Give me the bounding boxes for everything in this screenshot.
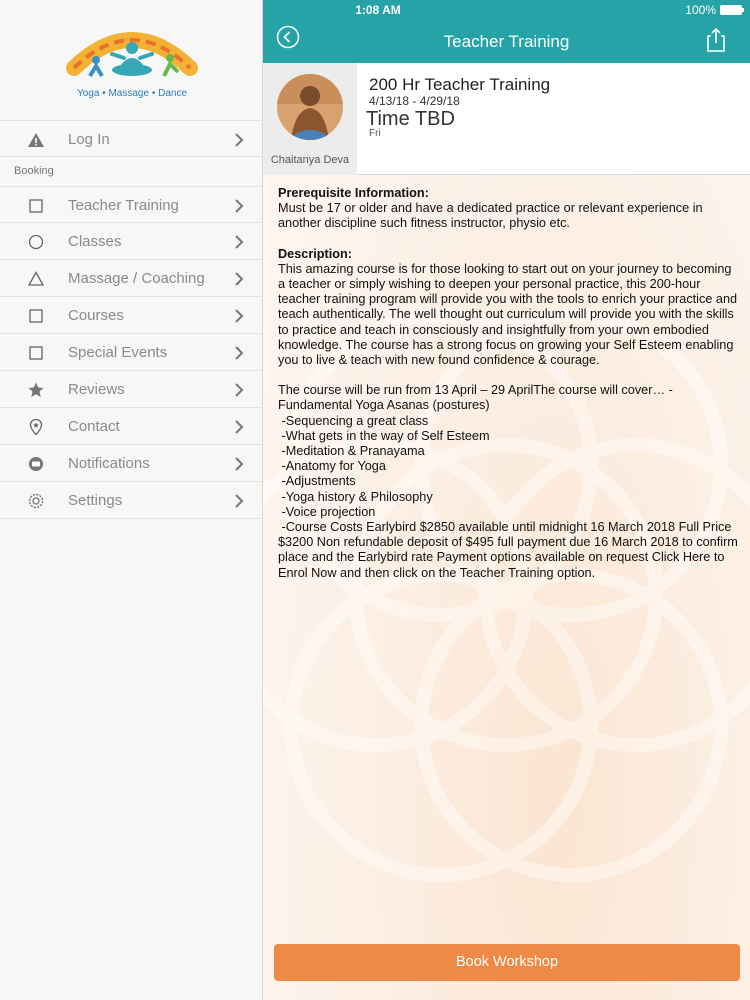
gear-icon (27, 492, 45, 510)
battery-percent: 100% (685, 3, 716, 17)
list-item: -Yoga history & Philosophy (278, 489, 433, 504)
location-pin-icon (27, 418, 45, 436)
event-description (278, 186, 742, 581)
description-heading: Description: (278, 246, 353, 261)
chevron-right-icon (234, 235, 244, 249)
main-panel (263, 0, 750, 1000)
star-icon (27, 381, 45, 399)
chevron-right-icon (234, 457, 244, 471)
sidebar-item-label: Classes (68, 233, 122, 250)
chevron-right-icon (234, 420, 244, 434)
sidebar (0, 0, 263, 1000)
circle-icon (27, 233, 45, 251)
event-time: Time TBD (366, 108, 455, 130)
top-bar (263, 0, 750, 63)
status-battery (685, 3, 742, 17)
list-item: -Voice projection (278, 504, 376, 519)
sidebar-item-label: Notifications (68, 455, 150, 472)
course-cost-text: -Course Costs Earlybird $2850 available until midnight 16 March 2018 Full Price $3200 Non refundable deposit of $495 full payment due 16 March 2018 to confirm place and the Earlybird rate Payment options available on request Click Here to Enrol Now and then click on the Teacher Training option. (278, 520, 742, 580)
sidebar-item-reviews[interactable] (0, 371, 262, 408)
studio-logo (62, 20, 202, 106)
chevron-right-icon (234, 309, 244, 323)
section-label-booking: Booking (14, 165, 54, 177)
prerequisite-text: Must be 17 or older and have a dedicated practice or relevant experience in another discipline such fitness instructor, physio etc. (278, 201, 703, 231)
description-text: This amazing course is for those looking to start out on your journey to becoming a teacher or simply wishing to deepen your personal practice, this 200-hour teacher training program will provide you with the tools to enrich your practice and teach authentically. The well thought out curriculum will provide you with the skills to practice and teach in consciously and insightfully from your own embodied knowledge. The course has a strong focus on growing your Self Esteem enabling you to live & teach with new found confidence & courage. (278, 261, 738, 368)
sidebar-item-settings[interactable] (0, 482, 262, 519)
list-item: -Sequencing a great class (278, 413, 429, 428)
page-title: Teacher Training (443, 32, 570, 51)
chevron-right-icon (234, 272, 244, 286)
teacher-card[interactable] (263, 63, 357, 175)
list-item: -Adjustments (278, 474, 356, 489)
list-item: -What gets in the way of Self Esteem (278, 428, 490, 443)
chevron-right-icon (234, 133, 244, 147)
prerequisite-heading: Prerequisite Information: (278, 186, 429, 200)
book-workshop-button[interactable]: Book Workshop (274, 944, 740, 981)
event-day: Fri (369, 128, 381, 139)
sidebar-item-label: Teacher Training (68, 197, 179, 214)
event-dates: 4/13/18 - 4/29/18 (369, 94, 460, 108)
sidebar-item-label: Log In (68, 131, 110, 148)
sidebar-item-label: Special Events (68, 344, 168, 361)
sidebar-item-label: Massage / Coaching (68, 270, 205, 287)
teacher-name: Chaitanya Deva (270, 154, 350, 166)
chevron-right-icon (234, 383, 244, 397)
square-icon (27, 344, 45, 362)
sidebar-item-special-events[interactable] (0, 334, 262, 371)
sidebar-item-label: Reviews (68, 381, 125, 398)
status-time: 1:08 AM (355, 3, 401, 17)
sidebar-item-classes[interactable] (0, 223, 262, 260)
sidebar-item-label: Contact (68, 418, 120, 435)
chevron-right-icon (234, 494, 244, 508)
battery-icon (720, 5, 742, 15)
chevron-right-icon (234, 346, 244, 360)
sidebar-item-contact[interactable] (0, 408, 262, 445)
event-header (263, 63, 750, 175)
sidebar-item-teacher-training[interactable] (0, 186, 262, 223)
list-item: -Anatomy for Yoga (278, 459, 386, 474)
sidebar-item-courses[interactable] (0, 297, 262, 334)
chevron-right-icon (234, 199, 244, 213)
warning-icon (27, 131, 45, 149)
sidebar-item-massage-coaching[interactable] (0, 260, 262, 297)
sidebar-item-notifications[interactable] (0, 445, 262, 482)
share-button[interactable] (706, 27, 726, 53)
chat-bubble-icon (27, 455, 45, 473)
triangle-icon (27, 270, 45, 288)
sidebar-item-login[interactable] (0, 120, 262, 157)
sidebar-item-label: Courses (68, 307, 124, 324)
square-icon (27, 197, 45, 215)
sidebar-item-label: Settings (68, 492, 123, 509)
event-title: 200 Hr Teacher Training (369, 75, 551, 94)
logo-tagline: Yoga • Massage • Dance (76, 88, 188, 99)
avatar (277, 74, 343, 140)
square-icon (27, 307, 45, 325)
list-item: -Meditation & Pranayama (278, 444, 425, 459)
course-intro: The course will be run from 13 April – 29 AprilThe course will cover… - Fundamental Yoga Asanas (postures) (278, 383, 673, 413)
